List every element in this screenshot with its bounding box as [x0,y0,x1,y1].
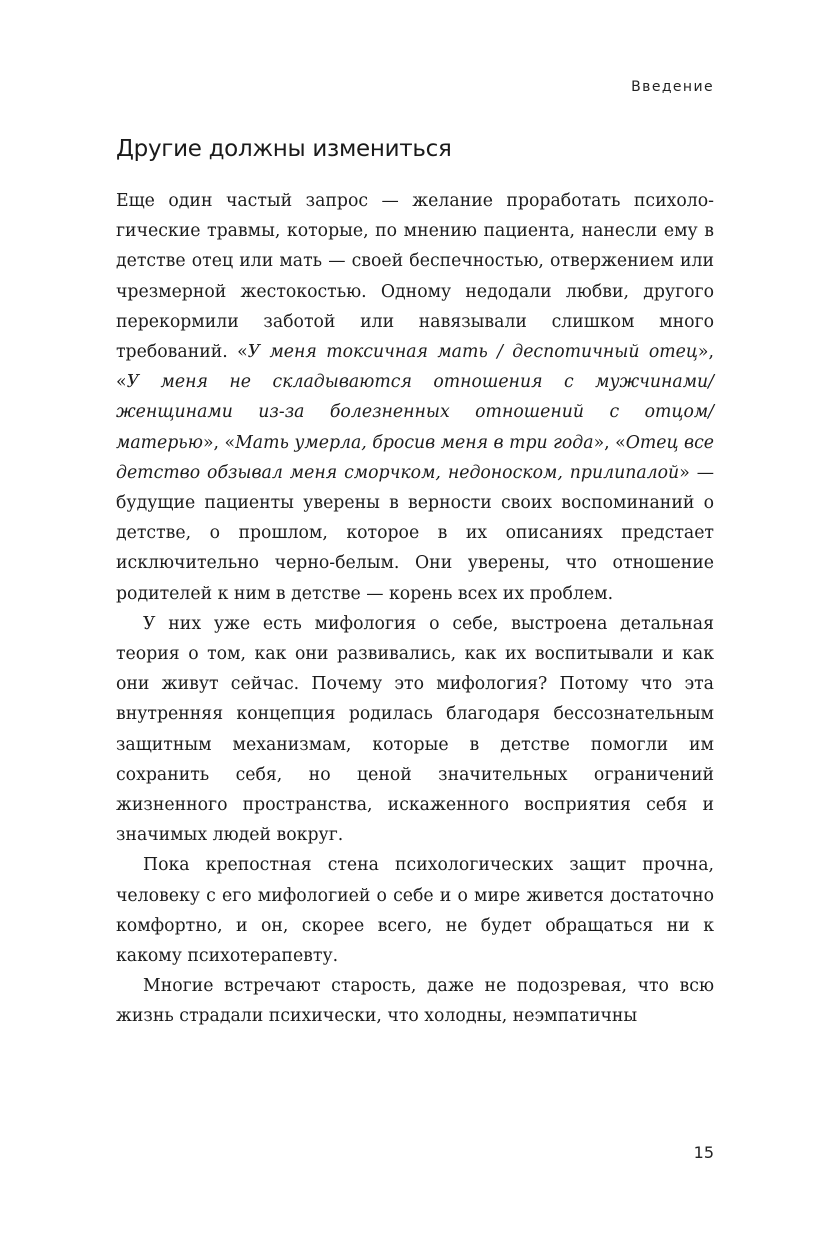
text-segment: », « [116,342,714,393]
section-title: Другие должны измениться [116,136,452,162]
body-text [116,186,714,1032]
text-segment: », « [202,432,236,453]
paragraph-4: Многие встречают старость, даже не подозревая, что всю жизнь страдали психически, что холодны, неэмпатичны [116,976,714,1027]
running-head: Введение [631,79,714,95]
paragraph-1 [116,186,714,609]
quote-mother-died: Мать умерла, бросив меня в три года [235,432,594,453]
paragraph-3: Пока крепостная стена психологических защит прочна, человеку с его мифологией о себе и о мире живется достаточно комфортно, и он, скорее всего, не будет обращаться ни к какому психотерапевту. [116,855,714,967]
text-segment: Еще один частый запрос — желание проработать психологические травмы, которые, по мнению пациента, нанесли ему в детстве отец или мать — своей беспечностью, отвержением или чрезмерной жестокостью. Одному недодали любви, другого перекормили заботой или навязывали слишком много требований. « [116,191,714,363]
paragraph-2: У них уже есть мифология о себе, выстроена детальная теория о том, как они развивались, как их воспитывали и как они живут сейчас. Почему это мифология? Потому что эта внутренняя концепция родилась благодаря бессознательным защитным механизмам, которые в детстве помогли им сохранить себя, но ценой значительных ограничений жизненного пространства, искаженного восприятия себя и значимых людей вокруг. [116,613,714,846]
quote-relationships: У меня не складываются отношения с мужчинами/женщинами из-за болезненных отношений с отцом/матерью [116,372,714,453]
quote-toxic-parent: У меня токсичная мать / деспотичный отец [247,342,698,363]
quote-father-insults: Отец все детство обзывал меня сморчком, недоноском, прилипалой [116,432,715,483]
text-segment: » — будущие пациенты уверены в верности своих воспоминаний о детстве, о прошлом, которое в их описаниях предстает исключительно черно-белым. Они уверены, что отношение родителей к ним в детстве — корень всех их проблем. [116,462,714,604]
page-number: 15 [693,1143,714,1162]
text-segment: », « [593,432,626,453]
